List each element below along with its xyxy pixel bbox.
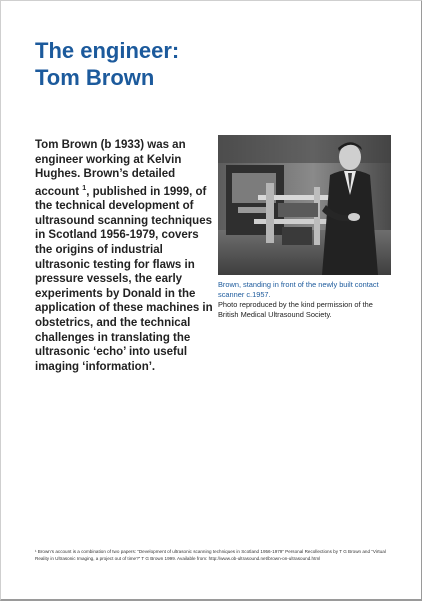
photo-credit: Photo reproduced by the kind permission of the British Medical Ultrasound Society. <box>218 300 373 319</box>
title-line-1: The engineer: <box>35 38 180 63</box>
body-text-start: Tom Brown (b 1933) was an engineer working at Kelvin Hughes. Brown’s detailed account <box>35 139 186 198</box>
footnote: ¹ Brown’s account is a combination of two papers: “Development of ultrasonic scanning techniques in Scotland 1956-1979” Personal Recollections by T G Brown and “Virtual Reality in Ultrasonic Imaging, a project out of time?” T G Brown 1999. Available from: http://www.ob-ultrasound.net/brown-on-ultrasound.html <box>35 549 386 561</box>
photo-caption: Brown, standing in front of the newly built contact scanner c.1957. <box>218 280 379 299</box>
title-line-2: Tom Brown <box>35 65 155 90</box>
footnote-reference: 1 <box>82 184 87 192</box>
photo-brown-with-scanner <box>218 135 391 275</box>
page-title <box>35 37 179 91</box>
photo-image <box>218 135 391 275</box>
body-paragraph <box>35 138 213 374</box>
body-text-end: , published in 1999, of the technical development of ultrasound scanning techniques in Scotland 1956-1979, covers the origins of industrial ultrasonic testing for flaws in pressure vessels, the early experiments by Donald in the application of these machines in obstetrics, and the technical challenges in translating the ultrasonic ‘echo’ into useful imaging ‘information’. <box>35 185 213 373</box>
